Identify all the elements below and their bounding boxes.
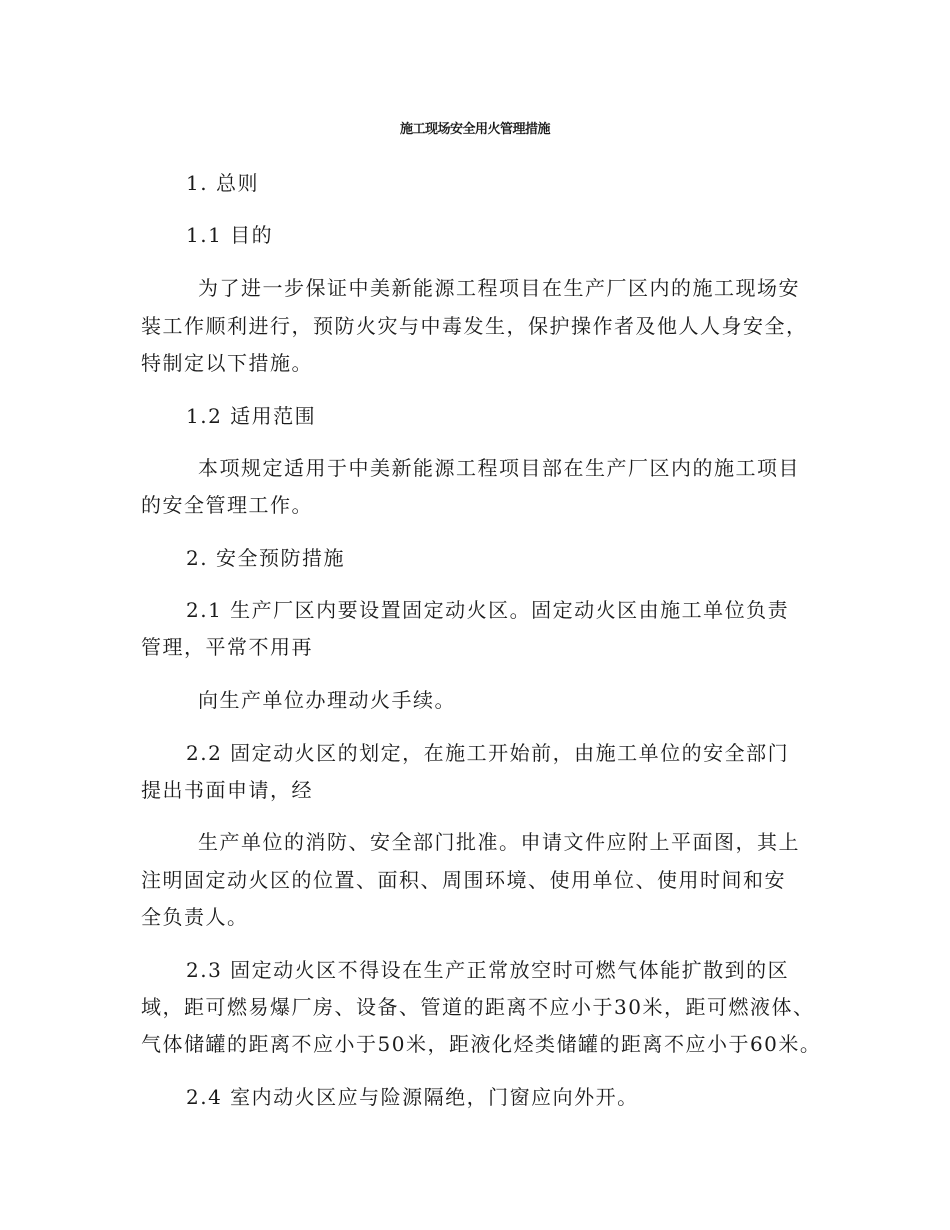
- paragraph-line: 特制定以下措施。: [141, 351, 313, 375]
- paragraph-line: 本项规定适用于中美新能源工程项目部在生产厂区内的施工项目: [198, 456, 800, 480]
- section-heading-general: 1. 总则: [186, 171, 259, 195]
- document-title: 施工现场安全用火管理措施: [399, 122, 550, 137]
- paragraph-line: 域，距可燃易爆厂房、设备、管道的距离不应小于30米，距可燃液体、: [141, 995, 815, 1019]
- paragraph-line: 为了进一步保证中美新能源工程项目在生产厂区内的施工现场安: [198, 276, 800, 300]
- paragraph-line: 装工作顺利进行，预防火灾与中毒发生，保护操作者及他人人身安全，: [141, 314, 808, 338]
- paragraph-line: 2.1 生产厂区内要设置固定动火区。固定动火区由施工单位负责: [186, 598, 790, 622]
- paragraph-line: 2.3 固定动火区不得设在生产正常放空时可燃气体能扩散到的区: [186, 958, 790, 982]
- paragraph-line: 2.2 固定动火区的划定，在施工开始前，由施工单位的安全部门: [186, 741, 790, 765]
- paragraph-line: 气体储罐的距离不应小于50米，距液化烃类储罐的距离不应小于60米。: [141, 1032, 822, 1056]
- subsection-heading-scope: 1.2 适用范围: [186, 404, 317, 428]
- paragraph-line: 生产单位的消防、安全部门批准。申请文件应附上平面图，其上: [198, 830, 800, 854]
- subsection-heading-purpose: 1.1 目的: [186, 223, 274, 247]
- paragraph-line: 提出书面申请，经: [141, 778, 313, 802]
- paragraph-line: 向生产单位办理动火手续。: [198, 688, 456, 712]
- paragraph-line: 2.4 室内动火区应与险源隔绝，门窗应向外开。: [186, 1085, 639, 1109]
- paragraph-line: 注明固定动火区的位置、面积、周围环境、使用单位、使用时间和安: [141, 868, 786, 892]
- paragraph-line: 管理，平常不用再: [141, 635, 313, 659]
- section-heading-safety-measures: 2. 安全预防措施: [186, 546, 345, 570]
- paragraph-line: 的安全管理工作。: [141, 493, 313, 517]
- paragraph-line: 全负责人。: [141, 905, 249, 929]
